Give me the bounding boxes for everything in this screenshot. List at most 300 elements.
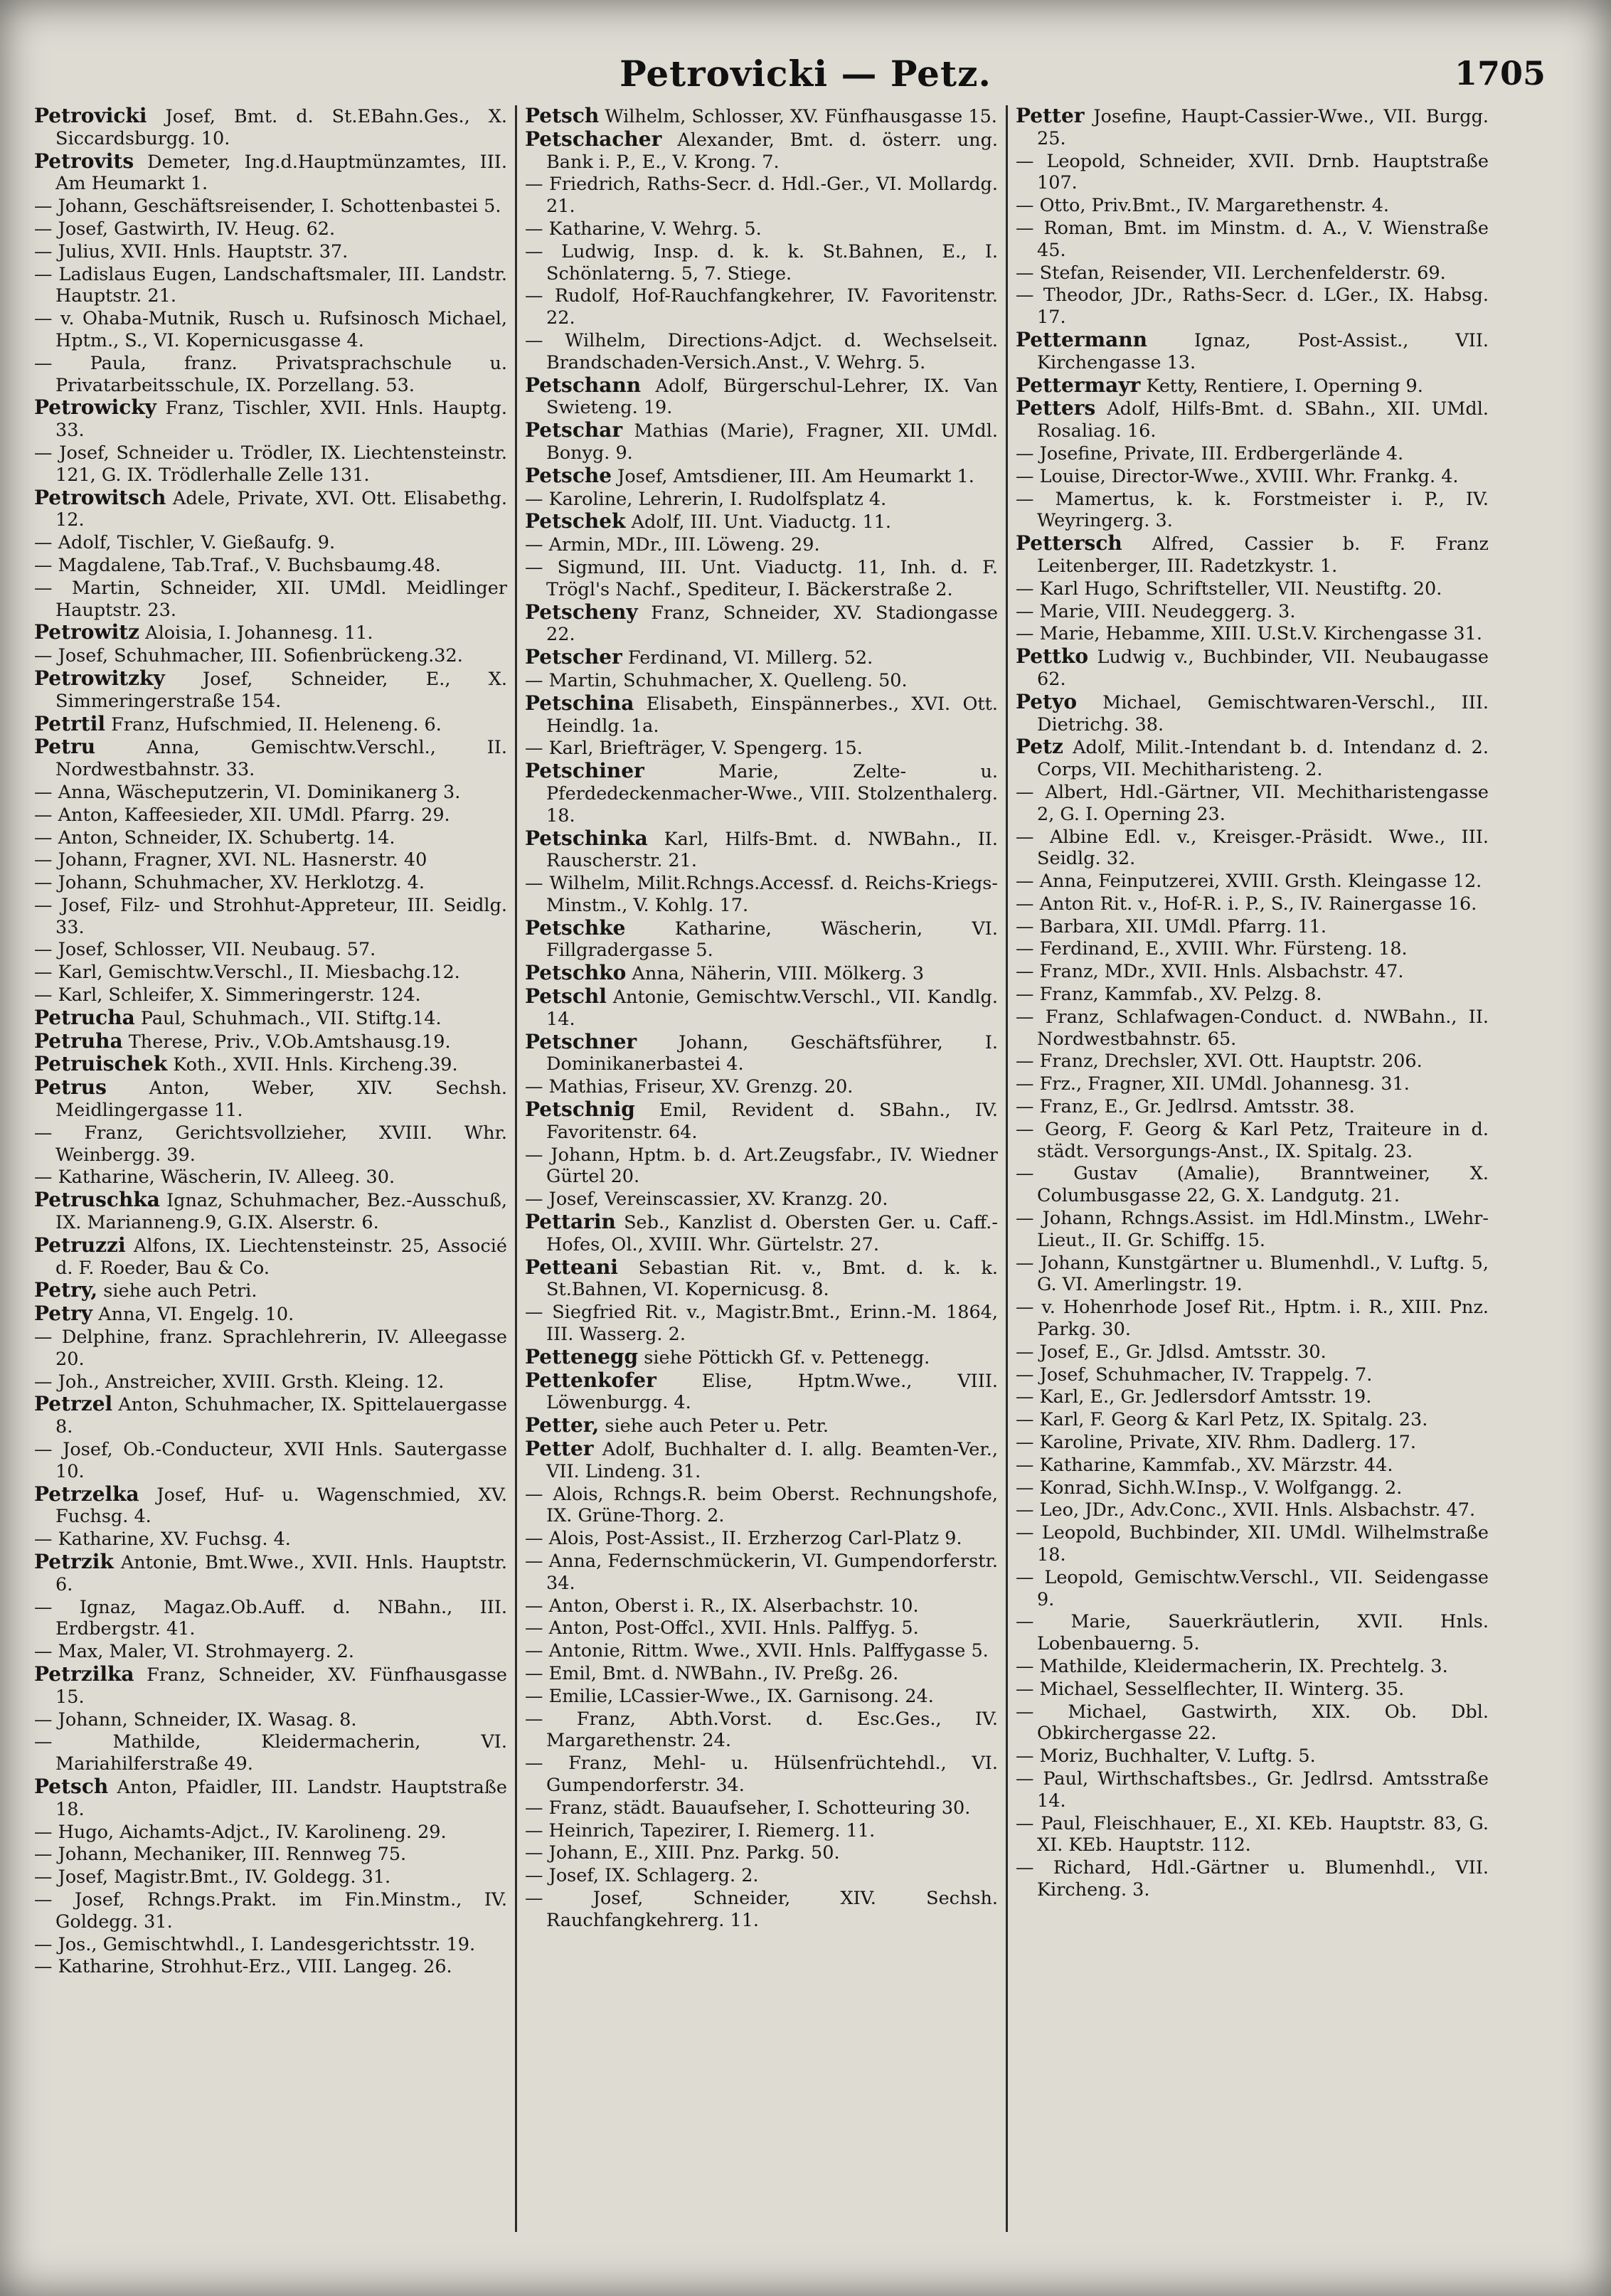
entry-text: Ketty, Rentiere, I. Operning 9.	[1140, 375, 1423, 397]
directory-entry	[1016, 1679, 1489, 1701]
entry-text: — Franz, E., Gr. Jedlrsd. Amtsstr. 38.	[1016, 1096, 1355, 1118]
directory-entry	[34, 308, 507, 352]
entry-text: — Josef, Filz- und Strohhut-Appreteur, III. Seidlg. 33.	[34, 894, 507, 938]
entry-surname: Pettermann	[1016, 327, 1148, 351]
entry-text: siehe auch Peter u. Petr.	[599, 1415, 829, 1437]
entry-surname: Petschinka	[525, 826, 648, 850]
directory-entry	[1016, 1006, 1489, 1051]
directory-entry	[34, 895, 507, 939]
directory-entry	[1016, 1253, 1489, 1297]
directory-entry	[525, 1617, 998, 1639]
entry-text: — Friedrich, Raths-Secr. d. Hdl.-Ger., VI. Mollardg. 21.	[525, 174, 998, 218]
entry-text: Ignaz, Schuhmacher, Bez.-Ausschuß, IX. Marianneng.9, G.IX. Alserstr. 6.	[55, 1190, 507, 1234]
directory-entry	[1016, 466, 1489, 488]
directory-entry	[525, 1640, 998, 1662]
entry-text: — Paul, Wirthschaftsbes., Gr. Jedlrsd. Amtsstraße 14.	[1016, 1768, 1489, 1812]
directory-entry	[1016, 1051, 1489, 1073]
entry-text: Adolf, Buchhalter d. I. allg. Beamten-Ver., VII. Lindeng. 31.	[546, 1439, 998, 1482]
entry-text: — Siegfried Rit. v., Magistr.Bmt., Erinn.-M. 1864, III. Wasserg. 2.	[525, 1302, 998, 1346]
entry-text: — v. Hohenrhode Josef Rit., Hptm. i. R., XIII. Pnz. Parkg. 30.	[1016, 1297, 1489, 1341]
directory-entry	[34, 1393, 507, 1438]
directory-entry	[525, 602, 998, 647]
directory-entry	[34, 487, 507, 532]
entry-text: — Ferdinand, E., XVIII. Whr. Fürsteng. 18.	[1016, 938, 1408, 960]
running-head: Petrovicki — Petz.	[620, 53, 991, 95]
directory-entry	[34, 353, 507, 397]
entry-text: — Rudolf, Hof-Rauchfangkehrer, IV. Favoritenstr. 22.	[525, 285, 998, 329]
entry-text: — Franz, städt. Bauaufseher, I. Schotteuring 30.	[525, 1797, 971, 1819]
directory-entry	[34, 1235, 507, 1280]
directory-entry	[34, 105, 507, 150]
entry-text: — Emilie, LCassier-Wwe., IX. Garnisong. 24.	[525, 1685, 934, 1707]
directory-entry	[1016, 262, 1489, 285]
directory-entry	[34, 1327, 507, 1371]
entry-text: — Konrad, Sichh.W.Insp., V. Wolfgangg. 2.	[1016, 1477, 1403, 1499]
entry-text: — Marie, Sauerkräutlerin, XVII. Hnls. Lobenbauerng. 5.	[1016, 1611, 1489, 1655]
entry-text: — Albine Edl. v., Kreisger.-Präsidt. Wwe., III. Seidlg. 32.	[1016, 826, 1489, 870]
entry-text: — Theodor, JDr., Raths-Secr. d. LGer., IX. Habsg. 17.	[1016, 285, 1489, 329]
directory-entry	[1016, 1477, 1489, 1499]
directory-entry	[34, 1956, 507, 1978]
entry-text: — Anna, Federnschmückerin, VI. Gumpendorferstr. 34.	[525, 1551, 998, 1594]
entry-text: — Leo, JDr., Adv.Conc., XVII. Hnls. Alsbachstr. 47.	[1016, 1499, 1476, 1521]
entry-text: Marie, Zelte- u. Pferdedeckenmacher-Wwe., VIII. Stolzenthalerg. 18.	[546, 761, 998, 827]
entry-text: — Katharine, Strohhut-Erz., VIII. Langeg. 26.	[34, 1956, 452, 1978]
entry-text: — Marie, VIII. Neudeggerg. 3.	[1016, 600, 1296, 622]
directory-entry	[34, 1889, 507, 1933]
directory-entry	[525, 1211, 998, 1256]
page-header	[0, 44, 1611, 101]
entry-text: — Roman, Bmt. im Minstm. d. A., V. Wienstraße 45.	[1016, 217, 1489, 261]
directory-entry	[34, 196, 507, 218]
entry-text: — Julius, XVII. Hnls. Hauptstr. 37.	[34, 240, 349, 262]
entry-text: — Karl, Schleifer, X. Simmeringerstr. 124.	[34, 984, 421, 1006]
directory-entry	[34, 532, 507, 554]
directory-entry	[525, 1076, 998, 1098]
entry-text: Josef, Amtsdiener, III. Am Heumarkt 1.	[612, 465, 974, 487]
directory-entry	[1016, 1297, 1489, 1341]
directory-entry	[1016, 443, 1489, 465]
entry-text: — Franz, Kammfab., XV. Pelzg. 8.	[1016, 984, 1322, 1006]
directory-entry	[34, 984, 507, 1006]
directory-entry	[525, 1302, 998, 1346]
directory-columns	[34, 105, 1563, 2232]
entry-text: — Franz, Mehl- u. Hülsenfrüchtehdl., VI. Gumpendorferstr. 34.	[525, 1753, 998, 1796]
entry-text: — Franz, MDr., XVII. Hnls. Alsbachstr. 47.	[1016, 961, 1404, 983]
entry-text: Alfons, IX. Liechtensteinstr. 25, Associé d. F. Roeder, Bau & Co.	[55, 1235, 507, 1279]
directory-entry	[525, 1865, 998, 1887]
entry-text: Josef, Bmt. d. St.EBahn.Ges., X. Siccardsburgg. 10.	[55, 106, 507, 149]
directory-entry	[525, 1415, 998, 1437]
directory-entry	[525, 1842, 998, 1864]
directory-entry	[34, 1007, 507, 1030]
entry-text: Adolf, III. Unt. Viaductg. 11.	[625, 511, 892, 533]
directory-entry	[1016, 218, 1489, 262]
directory-entry	[1016, 1208, 1489, 1252]
directory-entry	[34, 1776, 507, 1821]
entry-text: — Johann, Rchngs.Assist. im Hdl.Minstm., LWehr-Lieut., II. Gr. Schiffg. 15.	[1016, 1208, 1489, 1251]
entry-text: — Karl, Gemischtw.Verschl., II. Miesbachg.12.	[34, 962, 460, 984]
entry-text: — Johann, Geschäftsreisender, I. Schottenbastei 5.	[34, 196, 501, 218]
directory-entry	[1016, 961, 1489, 983]
directory-entry	[525, 420, 998, 464]
column-divider	[515, 105, 517, 2232]
entry-surname: Petruha	[34, 1029, 123, 1053]
entry-text: Franz, Schneider, XV. Fünfhausgasse 15.	[55, 1664, 507, 1708]
directory-entry	[525, 1438, 998, 1483]
directory-entry	[525, 962, 998, 985]
entry-surname: Petsch	[525, 105, 600, 127]
directory-entry	[34, 397, 507, 442]
entry-surname: Petter	[525, 1437, 594, 1461]
entry-text: — Josef, Magistr.Bmt., IV. Goldegg. 31.	[34, 1866, 391, 1888]
entry-text: — Anna, Wäscheputzerin, VI. Dominikanerg 3.	[34, 781, 461, 803]
entry-surname: Petrzilka	[34, 1662, 134, 1686]
entry-text: — Anton, Post-Offcl., XVII. Hnls. Palffyg. 5.	[525, 1617, 919, 1639]
entry-text: — Wilhelm, Directions-Adjct. d. Wechselseit. Brandschaden-Versich.Anst., V. Wehrg. 5.	[525, 329, 998, 373]
entry-surname: Petschner	[525, 1029, 637, 1053]
entry-text: Aloisia, I. Johannesg. 11.	[139, 622, 373, 644]
entry-text: — Marie, Hebamme, XIII. U.St.V. Kirchengasse 31.	[1016, 623, 1482, 645]
directory-entry	[1016, 1073, 1489, 1095]
entry-text: Josef, Schneider, E., X. Simmeringerstraße 154.	[55, 668, 507, 712]
entry-text: — Johann, Fragner, XVI. NL. Hasnerstr. 40	[34, 849, 427, 871]
entry-text: — Leopold, Schneider, XVII. Drnb. Hauptstraße 107.	[1016, 150, 1489, 194]
entry-text: Anton, Pfaidler, III. Landstr. Hauptstraße 18.	[55, 1776, 507, 1820]
entry-text: — Leopold, Gemischtw.Verschl., VII. Seidengasse 9.	[1016, 1566, 1489, 1610]
entry-surname: Pettenkofer	[525, 1368, 656, 1392]
directory-entry	[525, 986, 998, 1031]
directory-entry	[525, 693, 998, 738]
entry-surname: Pettersch	[1016, 531, 1122, 556]
entry-text: — Josef, Vereinscassier, XV. Kranzg. 20.	[525, 1189, 888, 1211]
directory-entry	[34, 1189, 507, 1234]
directory-entry	[34, 1122, 507, 1166]
directory-entry	[525, 1820, 998, 1842]
entry-surname: Petrowitzky	[34, 666, 165, 690]
column-2	[525, 105, 998, 2232]
directory-entry	[34, 1866, 507, 1888]
entry-surname: Petry,	[34, 1278, 98, 1302]
entry-text: Antonie, Bmt.Wwe., XVII. Hnls. Hauptstr. 6.	[55, 1552, 507, 1595]
entry-text: — Josefine, Private, III. Erdbergerlände 4.	[1016, 442, 1404, 464]
entry-surname: Petru	[34, 735, 96, 759]
entry-text: — Antonie, Rittm. Wwe., XVII. Hnls. Palffygasse 5.	[525, 1640, 989, 1662]
entry-text: — Josef, Schlosser, VII. Neubaug. 57.	[34, 939, 376, 961]
entry-surname: Petschko	[525, 961, 627, 985]
directory-entry	[525, 1551, 998, 1595]
directory-entry	[1016, 1656, 1489, 1678]
entry-surname: Pettarin	[525, 1210, 616, 1234]
directory-entry	[34, 1166, 507, 1189]
entry-text: Antonie, Gemischtw.Verschl., VII. Kandlg. 14.	[546, 987, 998, 1030]
directory-entry	[525, 670, 998, 692]
directory-entry	[34, 1280, 507, 1302]
entry-text: — Magdalene, Tab.Traf., V. Buchsbaumg.48.	[34, 554, 441, 576]
entry-text: Josef, Huf- u. Wagenschmied, XV. Fuchsg. 4.	[55, 1484, 507, 1528]
entry-text: — Josef, Ob.-Conducteur, XVII Hnls. Sautergasse 10.	[34, 1439, 507, 1482]
entry-text: — Franz, Gerichtsvollzieher, XVIII. Whr. Weinbergg. 39.	[34, 1122, 507, 1166]
entry-surname: Petrucha	[34, 1005, 135, 1029]
entry-text: — Ludwig, Insp. d. k. k. St.Bahnen, E., I. Schönlaterng. 5, 7. Stiege.	[525, 240, 998, 285]
entry-surname: Petruzzi	[34, 1233, 126, 1257]
entry-surname: Petschann	[525, 373, 642, 397]
directory-entry	[525, 1144, 998, 1189]
directory-entry	[1016, 871, 1489, 893]
entry-surname: Petrzelka	[34, 1482, 139, 1506]
entry-surname: Petscher	[525, 645, 622, 669]
entry-text: Adolf, Milit.-Intendant b. d. Intendanz d. 2. Corps, VII. Mechitharisteng. 2.	[1037, 737, 1489, 781]
entry-surname: Petschek	[525, 509, 626, 533]
entry-text: — Josef, IX. Schlagerg. 2.	[525, 1865, 759, 1887]
entry-surname: Petrtil	[34, 711, 106, 735]
entry-text: — Alois, Post-Assist., II. Erzherzog Carl-Platz 9.	[525, 1528, 962, 1550]
directory-entry	[34, 264, 507, 308]
directory-entry	[525, 285, 998, 329]
column-3	[1016, 105, 1489, 2232]
entry-text: Mathias (Marie), Fragner, XII. UMdl. Bonyg. 9.	[546, 420, 998, 464]
entry-text: — Anton, Kaffeesieder, XII. UMdl. Pfarrg. 29.	[34, 804, 450, 826]
directory-entry	[34, 849, 507, 871]
directory-entry	[1016, 375, 1489, 398]
entry-text: — Heinrich, Tapezirer, I. Riemerg. 11.	[525, 1819, 876, 1841]
entry-text: siehe Pöttickh Gf. v. Pettenegg.	[638, 1346, 930, 1368]
directory-entry	[1016, 195, 1489, 217]
directory-entry	[1016, 1364, 1489, 1386]
directory-entry	[34, 782, 507, 804]
entry-text: Johann, Geschäftsführer, I. Dominikanerbastei 4.	[546, 1031, 998, 1075]
entry-text: — Franz, Schlafwagen-Conduct. d. NWBahn., II. Nordwestbahnstr. 65.	[1016, 1006, 1489, 1050]
directory-entry	[1016, 1745, 1489, 1768]
entry-text: Paul, Schuhmach., VII. Stiftg.14.	[134, 1007, 442, 1029]
entry-text: — Martin, Schuhmacher, X. Quelleng. 50.	[525, 669, 908, 691]
entry-text: Anna, Gemischtw.Verschl., II. Nordwestbahnstr. 33.	[55, 737, 507, 781]
directory-entry	[1016, 285, 1489, 329]
entry-text: Elisabeth, Einspännerbes., XVI. Ott. Heindlg. 1a.	[546, 693, 998, 737]
directory-entry	[525, 1663, 998, 1685]
directory-entry	[34, 1844, 507, 1866]
directory-entry	[1016, 105, 1489, 150]
entry-text: Anna, VI. Engelg. 10.	[92, 1304, 294, 1326]
entry-text: Adele, Private, XVI. Ott. Elisabethg. 12.	[55, 487, 507, 531]
directory-entry	[1016, 1567, 1489, 1611]
directory-entry	[525, 1257, 998, 1302]
directory-entry	[1016, 1409, 1489, 1431]
directory-entry	[525, 129, 998, 174]
entry-text: Katharine, Wäscherin, VI. Fillgradergasse 5.	[546, 918, 998, 962]
directory-entry	[1016, 736, 1489, 781]
entry-surname: Petyo	[1016, 689, 1077, 713]
entry-surname: Petrovicki	[34, 105, 147, 127]
directory-entry	[525, 557, 998, 601]
entry-text: — Stefan, Reisender, VII. Lerchenfelderstr. 69.	[1016, 262, 1446, 284]
directory-entry	[525, 828, 998, 873]
entry-text: — Joh., Anstreicher, XVIII. Grsth. Kleing. 12.	[34, 1371, 445, 1393]
entry-text: — Max, Maler, VI. Strohmayerg. 2.	[34, 1641, 354, 1663]
directory-entry	[1016, 1341, 1489, 1364]
entry-surname: Pettenegg	[525, 1344, 639, 1368]
directory-entry	[525, 1686, 998, 1708]
directory-entry	[34, 1439, 507, 1483]
column-divider	[1006, 105, 1008, 2232]
entry-text: — Michael, Gastwirth, XIX. Ob. Dbl. Obkirchergasse 22.	[1016, 1701, 1489, 1745]
directory-entry	[525, 1753, 998, 1797]
directory-entry	[525, 241, 998, 285]
directory-entry	[34, 1597, 507, 1641]
directory-entry	[1016, 1119, 1489, 1163]
entry-text: — Delphine, franz. Sprachlehrerin, IV. Alleegasse 20.	[34, 1327, 507, 1370]
entry-surname: Petscheny	[525, 600, 638, 624]
directory-entry	[34, 555, 507, 577]
directory-entry	[525, 1370, 998, 1415]
directory-entry	[1016, 691, 1489, 736]
entry-surname: Petruischek	[34, 1052, 168, 1076]
entry-text: Seb., Kanzlist d. Obersten Ger. u. Caff.-Hofes, Ol., XVIII. Whr. Gürtelstr. 27.	[546, 1212, 998, 1255]
entry-text: — Louise, Director-Wwe., XVIII. Whr. Frankg. 4.	[1016, 465, 1459, 487]
entry-text: — Katharine, Wäscherin, IV. Alleeg. 30.	[34, 1166, 395, 1189]
directory-entry	[34, 827, 507, 849]
entry-text: — Katharine, V. Wehrg. 5.	[525, 218, 762, 240]
entry-text: — v. Ohaba-Mutnik, Rusch u. Rufsinosch Michael, Hptm., S., VI. Kopernicusgasse 4.	[34, 308, 507, 351]
entry-text: Emil, Revident d. SBahn., IV. Favoritenstr. 64.	[546, 1100, 998, 1143]
entry-surname: Petschnig	[525, 1097, 635, 1122]
entry-text: — Anton Rit. v., Hof-R. i. P., S., IV. Rainergasse 16.	[1016, 893, 1477, 915]
entry-text: — Josef, Gastwirth, IV. Heug. 62.	[34, 218, 336, 240]
directory-entry	[1016, 533, 1489, 578]
entry-surname: Petschiner	[525, 759, 644, 783]
entry-text: Franz, Hufschmied, II. Heleneng. 6.	[105, 713, 442, 735]
entry-text: Adolf, Hilfs-Bmt. d. SBahn., XII. UMdl. Rosaliag. 16.	[1037, 398, 1489, 442]
directory-entry	[1016, 646, 1489, 691]
directory-entry	[525, 218, 998, 240]
entry-text: siehe auch Petri.	[97, 1280, 257, 1302]
entry-text: — Emil, Bmt. d. NWBahn., IV. Preßg. 26.	[525, 1662, 899, 1684]
directory-entry	[1016, 1701, 1489, 1745]
entry-text: — Gustav (Amalie), Branntweiner, X. Columbusgasse 22, G. X. Landgutg. 21.	[1016, 1163, 1489, 1207]
entry-text: — Karoline, Lehrerin, I. Rudolfsplatz 4.	[525, 488, 887, 510]
entry-surname: Petteani	[525, 1255, 618, 1279]
directory-entry	[34, 668, 507, 713]
entry-text: — Adolf, Tischler, V. Gießaufg. 9.	[34, 532, 336, 554]
directory-entry	[34, 1303, 507, 1326]
directory-entry	[1016, 601, 1489, 623]
directory-entry	[1016, 151, 1489, 195]
entry-text: — Josef, Schuhmacher, IV. Trappelg. 7.	[1016, 1364, 1373, 1386]
directory-entry	[525, 647, 998, 669]
directory-entry	[34, 1822, 507, 1844]
directory-entry	[34, 645, 507, 667]
directory-entry	[34, 442, 507, 487]
entry-text: Ludwig v., Buchbinder, VII. Neubaugasse 62.	[1037, 647, 1489, 690]
entry-text: Adolf, Bürgerschul-Lehrer, IX. Van Swieteng. 19.	[546, 375, 998, 419]
entry-text: Anna, Näherin, VIII. Mölkerg. 3	[626, 963, 925, 985]
entry-text: — Mathias, Friseur, XV. Grenzg. 20.	[525, 1076, 854, 1098]
entry-surname: Petsche	[525, 463, 612, 487]
entry-text: — Paula, franz. Privatsprachschule u. Privatarbeitsschule, IX. Porzellang. 53.	[34, 352, 507, 396]
directory-entry	[34, 939, 507, 961]
directory-entry	[525, 1346, 998, 1369]
directory-entry	[34, 1031, 507, 1053]
directory-entry	[1016, 623, 1489, 645]
entry-surname: Petrus	[34, 1075, 107, 1100]
directory-entry	[525, 375, 998, 420]
directory-entry	[1016, 827, 1489, 871]
directory-entry	[525, 1708, 998, 1753]
entry-text: — Barbara, XII. UMdl. Pfarrg. 11.	[1016, 915, 1326, 937]
entry-surname: Pettermayr	[1016, 373, 1141, 397]
directory-entry	[1016, 984, 1489, 1006]
entry-text: — Alois, Rchngs.R. beim Oberst. Rechnungshofe, IX. Grüne-Thorg. 2.	[525, 1483, 998, 1527]
directory-entry	[34, 578, 507, 622]
entry-surname: Petry	[34, 1302, 93, 1326]
entry-text: Franz, Tischler, XVII. Hnls. Hauptg. 33.	[55, 398, 507, 442]
entry-text: — Johann, Schneider, IX. Wasag. 8.	[34, 1708, 357, 1731]
directory-entry	[34, 151, 507, 196]
entry-text: Elise, Hptm.Wwe., VIII. Löwenburgg. 4.	[546, 1370, 998, 1414]
entry-text: — Anton, Oberst i. R., IX. Alserbachstr. 10.	[525, 1595, 919, 1617]
directory-entry	[525, 760, 998, 827]
directory-entry	[1016, 1857, 1489, 1901]
directory-entry	[1016, 1163, 1489, 1207]
entry-surname: Petruschka	[34, 1188, 160, 1212]
entry-text: — Georg, F. Georg & Karl Petz, Traiteure in d. städt. Versorgungs-Anst., IX. Spitalg. 23.	[1016, 1118, 1489, 1162]
directory-entry	[34, 872, 507, 894]
directory-entry	[525, 330, 998, 374]
directory-entry	[1016, 893, 1489, 915]
entry-text: Anton, Schuhmacher, IX. Spittelauergasse 8.	[55, 1394, 507, 1438]
entry-text: — Katharine, Kammfab., XV. Märzstr. 44.	[1016, 1454, 1393, 1476]
entry-text: — Anton, Schneider, IX. Schubertg. 14.	[34, 827, 395, 849]
directory-entry	[34, 1484, 507, 1529]
directory-entry	[525, 1797, 998, 1819]
entry-text: Therese, Priv., V.Ob.Amtshausg.19.	[122, 1031, 451, 1053]
entry-text: Michael, Gemischtwaren-Verschl., III. Dietrichg. 38.	[1037, 691, 1489, 735]
entry-text: — Katharine, XV. Fuchsg. 4.	[34, 1529, 291, 1551]
entry-text: — Mamertus, k. k. Forstmeister i. P., IV. Weyringerg. 3.	[1016, 488, 1489, 532]
entry-text: — Johann, E., XIII. Pnz. Parkg. 50.	[525, 1842, 840, 1864]
directory-entry	[525, 105, 998, 128]
directory-entry	[1016, 938, 1489, 960]
directory-entry	[525, 1528, 998, 1550]
entry-surname: Petter	[1016, 105, 1085, 127]
directory-entry	[34, 736, 507, 781]
directory-entry	[525, 174, 998, 218]
entry-text: — Moriz, Buchhalter, V. Luftg. 5.	[1016, 1745, 1316, 1768]
entry-text: — Frz., Fragner, XII. UMdl. Johannesg. 31.	[1016, 1073, 1410, 1095]
entry-text: Karl, Hilfs-Bmt. d. NWBahn., II. Rauscherstr. 21.	[546, 828, 998, 872]
directory-entry	[1016, 782, 1489, 826]
directory-entry	[525, 534, 998, 556]
directory-entry	[525, 511, 998, 533]
entry-text: — Mathilde, Kleidermacherin, VI. Mariahilferstraße 49.	[34, 1731, 507, 1775]
directory-entry	[525, 1595, 998, 1617]
entry-surname: Petschar	[525, 418, 623, 442]
entry-text: — Karl, E., Gr. Jedlersdorf Amtsstr. 19.	[1016, 1386, 1372, 1408]
directory-entry	[1016, 1611, 1489, 1655]
entry-text: — Martin, Schneider, XII. UMdl. Meidlinger Hauptstr. 23.	[34, 577, 507, 621]
directory-entry	[34, 622, 507, 644]
entry-surname: Petrowitsch	[34, 485, 166, 509]
directory-entry	[1016, 1096, 1489, 1118]
directory-entry	[1016, 329, 1489, 374]
directory-entry	[34, 1641, 507, 1663]
entry-text: — Mathilde, Kleidermacherin, IX. Prechtelg. 3.	[1016, 1655, 1448, 1677]
entry-text: — Josef, Rchngs.Prakt. im Fin.Minstm., IV. Goldegg. 31.	[34, 1888, 507, 1933]
entry-text: — Leopold, Buchbinder, XII. UMdl. Wilhelmstraße 18.	[1016, 1522, 1489, 1566]
directory-entry	[34, 1664, 507, 1708]
entry-surname: Petrowitz	[34, 620, 140, 644]
entry-surname: Petrzik	[34, 1550, 114, 1573]
